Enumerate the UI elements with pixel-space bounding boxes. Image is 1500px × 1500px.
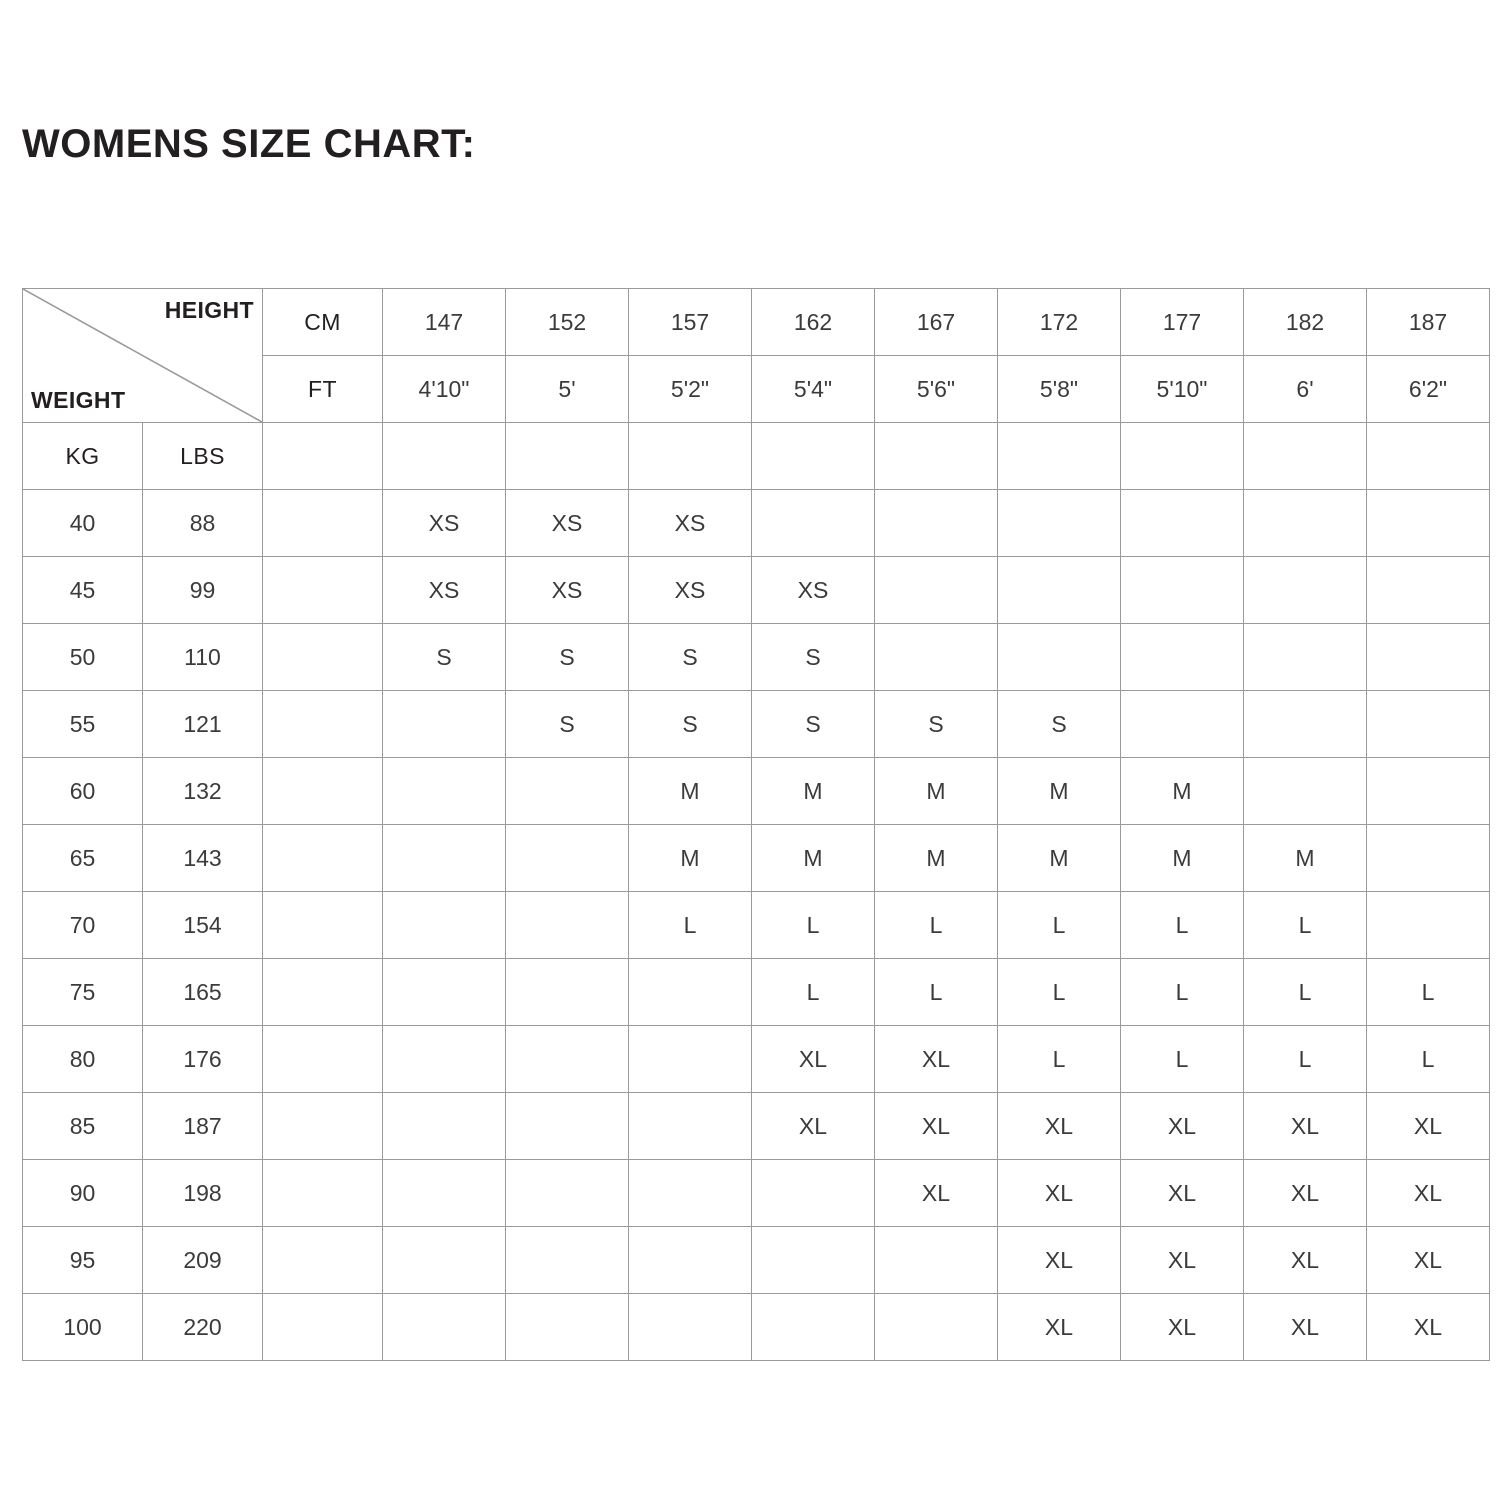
size-cell: M [875, 758, 998, 825]
spacer-cell [1121, 423, 1244, 490]
size-cell: L [1121, 1026, 1244, 1093]
unit-spacer-cell [263, 758, 383, 825]
size-cell-empty [383, 758, 506, 825]
height-cm-header-0: 147 [383, 289, 506, 356]
size-cell-empty [383, 1026, 506, 1093]
unit-kg-label: KG [23, 423, 143, 490]
size-cell-empty [1244, 490, 1367, 557]
size-cell: XL [1121, 1093, 1244, 1160]
size-cell-empty [629, 1294, 752, 1361]
size-cell: L [752, 959, 875, 1026]
weight-kg-1: 45 [23, 557, 143, 624]
size-cell: L [1121, 959, 1244, 1026]
size-cell-empty [506, 892, 629, 959]
height-ft-header-1: 5' [506, 356, 629, 423]
size-cell: L [629, 892, 752, 959]
size-cell: XL [875, 1026, 998, 1093]
size-cell: M [1121, 825, 1244, 892]
height-ft-header-8: 6'2" [1367, 356, 1490, 423]
unit-spacer-cell [263, 1093, 383, 1160]
height-cm-header-8: 187 [1367, 289, 1490, 356]
weight-kg-11: 95 [23, 1227, 143, 1294]
height-ft-header-3: 5'4" [752, 356, 875, 423]
size-cell: XL [1367, 1227, 1490, 1294]
unit-spacer-cell [263, 959, 383, 1026]
weight-lbs-2: 110 [143, 624, 263, 691]
table-row [23, 557, 1490, 624]
size-cell: XL [1367, 1093, 1490, 1160]
size-cell: XL [752, 1026, 875, 1093]
size-cell: M [875, 825, 998, 892]
size-cell-empty [1367, 557, 1490, 624]
unit-spacer-cell [263, 825, 383, 892]
weight-kg-2: 50 [23, 624, 143, 691]
size-cell-empty [506, 1160, 629, 1227]
height-cm-header-5: 172 [998, 289, 1121, 356]
size-cell-empty [506, 825, 629, 892]
spacer-cell [1244, 423, 1367, 490]
size-cell-empty [629, 959, 752, 1026]
height-ft-header-0: 4'10" [383, 356, 506, 423]
size-cell: XL [1244, 1093, 1367, 1160]
table-row [23, 490, 1490, 557]
size-cell-empty [875, 1227, 998, 1294]
size-cell-empty [383, 825, 506, 892]
page-title: WOMENS SIZE CHART: [22, 122, 476, 166]
size-cell: XL [752, 1093, 875, 1160]
size-cell-empty [506, 1026, 629, 1093]
unit-spacer-cell [263, 1227, 383, 1294]
size-cell: XS [629, 490, 752, 557]
spacer-cell [875, 423, 998, 490]
size-cell: XS [383, 557, 506, 624]
size-cell-empty [629, 1026, 752, 1093]
table-row [23, 959, 1490, 1026]
table-row [23, 892, 1490, 959]
size-cell: XS [506, 490, 629, 557]
size-cell-empty [1367, 624, 1490, 691]
weight-kg-6: 70 [23, 892, 143, 959]
weight-lbs-9: 187 [143, 1093, 263, 1160]
size-cell-empty [629, 1093, 752, 1160]
spacer-cell [506, 423, 629, 490]
height-ft-header-4: 5'6" [875, 356, 998, 423]
size-cell: S [383, 624, 506, 691]
size-cell: XS [752, 557, 875, 624]
size-cell-empty [383, 892, 506, 959]
size-cell-empty [506, 758, 629, 825]
size-chart-table [22, 288, 1490, 1361]
weight-kg-3: 55 [23, 691, 143, 758]
height-ft-header-6: 5'10" [1121, 356, 1244, 423]
size-cell-empty [1244, 557, 1367, 624]
size-cell: L [998, 892, 1121, 959]
size-cell-empty [1121, 490, 1244, 557]
unit-spacer-cell [263, 624, 383, 691]
weight-kg-12: 100 [23, 1294, 143, 1361]
unit-spacer-cell [263, 1294, 383, 1361]
size-cell-empty [629, 1227, 752, 1294]
size-cell: S [752, 691, 875, 758]
size-cell: L [1244, 1026, 1367, 1093]
size-cell-empty [383, 1093, 506, 1160]
size-cell: XL [1367, 1294, 1490, 1361]
size-cell-empty [1367, 691, 1490, 758]
size-cell: M [752, 758, 875, 825]
size-cell: M [998, 825, 1121, 892]
size-cell-empty [1367, 892, 1490, 959]
size-cell-empty [1244, 758, 1367, 825]
weight-kg-0: 40 [23, 490, 143, 557]
table-row [23, 1026, 1490, 1093]
table-row [23, 758, 1490, 825]
weight-kg-10: 90 [23, 1160, 143, 1227]
unit-ft-label: FT [263, 356, 383, 423]
size-cell: M [629, 758, 752, 825]
size-cell: XS [506, 557, 629, 624]
unit-spacer-cell [263, 1026, 383, 1093]
size-chart-table-wrap [22, 288, 1477, 1361]
size-cell: L [875, 892, 998, 959]
size-cell: M [1121, 758, 1244, 825]
size-chart-body [23, 289, 1490, 1361]
weight-kg-5: 65 [23, 825, 143, 892]
size-cell: S [506, 624, 629, 691]
size-cell: L [1244, 959, 1367, 1026]
height-cm-header-4: 167 [875, 289, 998, 356]
size-cell: M [1244, 825, 1367, 892]
height-axis-label: HEIGHT [164, 297, 254, 323]
weight-lbs-8: 176 [143, 1026, 263, 1093]
size-cell: XL [998, 1294, 1121, 1361]
size-cell-empty [383, 1294, 506, 1361]
size-cell: L [998, 1026, 1121, 1093]
table-row [23, 691, 1490, 758]
height-ft-header-5: 5'8" [998, 356, 1121, 423]
size-cell: XL [1244, 1294, 1367, 1361]
weight-lbs-0: 88 [143, 490, 263, 557]
size-cell-empty [875, 1294, 998, 1361]
weight-kg-4: 60 [23, 758, 143, 825]
size-cell: S [998, 691, 1121, 758]
table-row [23, 825, 1490, 892]
size-cell-empty [998, 624, 1121, 691]
table-row [23, 1227, 1490, 1294]
size-cell-empty [383, 1160, 506, 1227]
unit-spacer-cell [263, 1160, 383, 1227]
size-cell: L [998, 959, 1121, 1026]
axis-corner-inner [23, 289, 262, 422]
size-cell-empty [998, 490, 1121, 557]
weight-kg-8: 80 [23, 1026, 143, 1093]
spacer-cell [752, 423, 875, 490]
size-cell: L [752, 892, 875, 959]
height-cm-header-7: 182 [1244, 289, 1367, 356]
size-cell: L [1244, 892, 1367, 959]
size-cell-empty [1244, 691, 1367, 758]
weight-lbs-10: 198 [143, 1160, 263, 1227]
size-cell: XL [998, 1227, 1121, 1294]
size-cell: L [1367, 959, 1490, 1026]
spacer-cell [629, 423, 752, 490]
size-cell-empty [383, 1227, 506, 1294]
header-row-cm [23, 289, 1490, 356]
spacer-cell [998, 423, 1121, 490]
size-cell-empty [1367, 825, 1490, 892]
size-cell: M [998, 758, 1121, 825]
size-cell-empty [752, 1160, 875, 1227]
table-row [23, 624, 1490, 691]
size-cell: XL [875, 1093, 998, 1160]
size-cell-empty [1367, 490, 1490, 557]
weight-lbs-3: 121 [143, 691, 263, 758]
table-row [23, 1294, 1490, 1361]
size-cell-empty [506, 1093, 629, 1160]
size-cell-empty [506, 959, 629, 1026]
size-cell-empty [506, 1294, 629, 1361]
size-cell: L [1367, 1026, 1490, 1093]
size-cell-empty [1367, 758, 1490, 825]
size-cell-empty [875, 624, 998, 691]
height-cm-header-2: 157 [629, 289, 752, 356]
size-cell-empty [752, 490, 875, 557]
size-cell-empty [752, 1294, 875, 1361]
size-cell: S [629, 624, 752, 691]
size-cell: XL [998, 1160, 1121, 1227]
weight-lbs-1: 99 [143, 557, 263, 624]
size-cell: S [875, 691, 998, 758]
spacer-cell [263, 423, 383, 490]
size-cell-empty [383, 691, 506, 758]
size-cell: S [506, 691, 629, 758]
height-cm-header-6: 177 [1121, 289, 1244, 356]
size-cell: XL [1121, 1294, 1244, 1361]
size-cell-empty [506, 1227, 629, 1294]
axis-corner-cell [23, 289, 263, 423]
table-row [23, 1160, 1490, 1227]
weight-lbs-5: 143 [143, 825, 263, 892]
table-row [23, 1093, 1490, 1160]
size-cell: S [752, 624, 875, 691]
unit-lbs-label: LBS [143, 423, 263, 490]
size-cell-empty [383, 959, 506, 1026]
size-cell-empty [752, 1227, 875, 1294]
size-cell: M [752, 825, 875, 892]
header-row-weight-units [23, 423, 1490, 490]
height-cm-header-1: 152 [506, 289, 629, 356]
size-cell-empty [1244, 624, 1367, 691]
size-cell: XL [1367, 1160, 1490, 1227]
weight-kg-7: 75 [23, 959, 143, 1026]
size-cell: XL [998, 1093, 1121, 1160]
unit-spacer-cell [263, 557, 383, 624]
size-cell: M [629, 825, 752, 892]
size-cell-empty [629, 1160, 752, 1227]
size-cell-empty [1121, 557, 1244, 624]
weight-lbs-11: 209 [143, 1227, 263, 1294]
weight-lbs-12: 220 [143, 1294, 263, 1361]
size-cell: L [1121, 892, 1244, 959]
weight-lbs-6: 154 [143, 892, 263, 959]
weight-lbs-7: 165 [143, 959, 263, 1026]
size-cell: XL [1121, 1227, 1244, 1294]
size-cell: XS [383, 490, 506, 557]
spacer-cell [383, 423, 506, 490]
size-cell: XS [629, 557, 752, 624]
weight-lbs-4: 132 [143, 758, 263, 825]
weight-axis-label: WEIGHT [31, 387, 126, 413]
height-cm-header-3: 162 [752, 289, 875, 356]
size-cell-empty [875, 490, 998, 557]
unit-spacer-cell [263, 892, 383, 959]
size-cell: XL [1121, 1160, 1244, 1227]
size-cell: XL [875, 1160, 998, 1227]
size-cell: L [875, 959, 998, 1026]
weight-kg-9: 85 [23, 1093, 143, 1160]
spacer-cell [1367, 423, 1490, 490]
size-cell: XL [1244, 1227, 1367, 1294]
size-cell-empty [998, 557, 1121, 624]
unit-spacer-cell [263, 691, 383, 758]
unit-spacer-cell [263, 490, 383, 557]
size-cell-empty [1121, 691, 1244, 758]
size-cell-empty [875, 557, 998, 624]
size-cell-empty [1121, 624, 1244, 691]
height-ft-header-7: 6' [1244, 356, 1367, 423]
size-cell: XL [1244, 1160, 1367, 1227]
size-cell: S [629, 691, 752, 758]
unit-cm-label: CM [263, 289, 383, 356]
height-ft-header-2: 5'2" [629, 356, 752, 423]
